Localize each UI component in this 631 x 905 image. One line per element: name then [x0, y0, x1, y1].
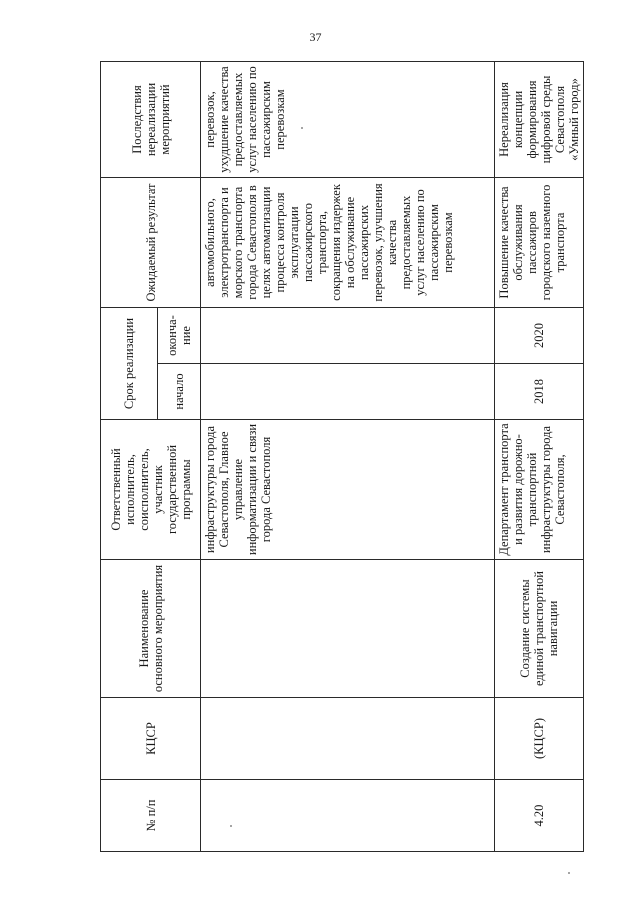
- rotated-table-wrapper: [100, 62, 581, 852]
- header-name: Наименование основного мероприятия: [101, 560, 201, 698]
- cell-consequences: Нереализация концепции формирования цифровой среды Севастополя «Умный город»: [495, 61, 584, 177]
- header-kcsr: КЦСР: [101, 698, 201, 780]
- cell-kcsr: [201, 698, 495, 780]
- cell-end: 2020: [495, 307, 584, 363]
- header-row: [101, 61, 158, 851]
- table-row: [201, 61, 495, 851]
- scan-dot: [568, 872, 570, 874]
- cell-result: Повышение качества обслуживания пассажиров городского наземного транспорта: [495, 177, 584, 307]
- header-responsible: Ответственный исполнитель, соисполнитель, участник государственной программы: [101, 420, 201, 560]
- header-consequences: Последствия нереализации мероприятий: [101, 61, 201, 177]
- cell-start: [201, 364, 495, 420]
- cell-num: 4.20: [495, 780, 584, 852]
- cell-consequences: перевозок, ухудшение качества предоставляемых услуг населению по пассажирским перевозкам: [201, 61, 495, 177]
- header-num: № п/п: [101, 780, 201, 852]
- table-row: [495, 61, 584, 851]
- header-result: Ожидаемый результат: [101, 177, 201, 307]
- cell-responsible: Департамент транспорта и развития дорожно-транспортной инфраструктуры города Севастополя,: [495, 420, 584, 560]
- page-number: 37: [309, 30, 322, 44]
- header-period: Срок реализации: [101, 307, 158, 419]
- cell-responsible: инфраструктуры города Севастополя, Главное управление информатизации и связи города Севастополя: [201, 420, 495, 560]
- header-start: начало: [158, 364, 201, 420]
- cell-name: Создание системы единой транспортной навигации: [495, 560, 584, 698]
- measures-table: [100, 61, 584, 852]
- cell-result: автомобильного, электротранспорта и морского транспорта города Севастополя в целях автоматизации процесса контроля эксплуатации пассажирского транспорта, сокращения издержек на обслуживание пассажирских перевозок, улучшения качества предоставляемых услуг населению по пассажирским перевозкам: [201, 177, 495, 307]
- cell-start: 2018: [495, 364, 584, 420]
- cell-end: [201, 307, 495, 363]
- header-end: оконча-ние: [158, 307, 201, 363]
- cell-kcsr: (КЦСР): [495, 698, 584, 780]
- cell-name: [201, 560, 495, 698]
- cell-num: [201, 780, 495, 852]
